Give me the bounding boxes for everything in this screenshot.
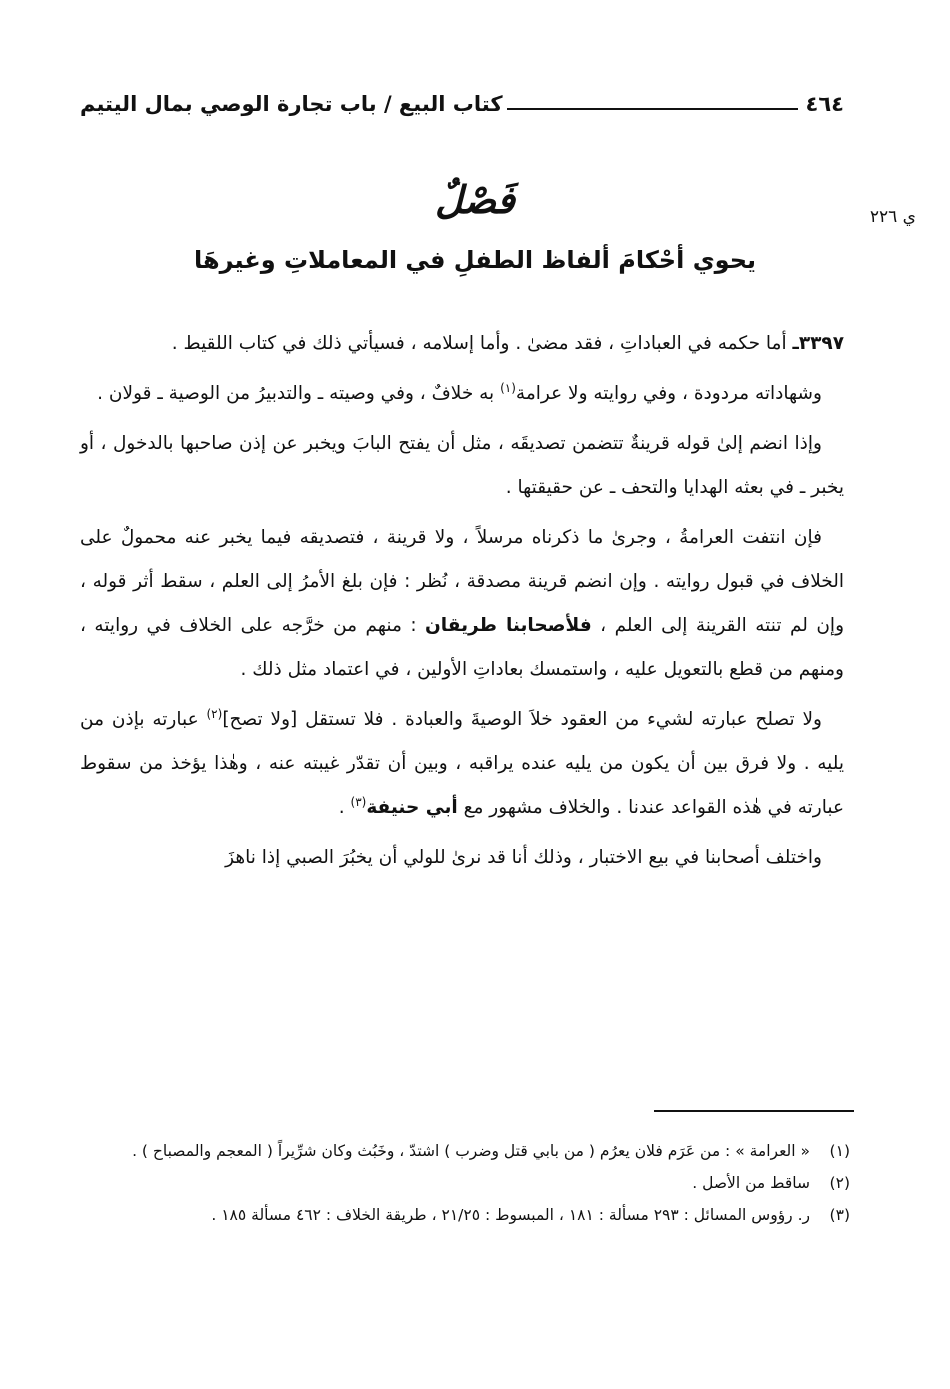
paragraph-text: ولا تصلح عبارته لشيء من العقود خلاَ الوصيةَ والعبادة . فلا تستقل [ولا تصح] [222,709,822,730]
section-heading: فَصْلٌ [435,177,515,222]
footnote-text: ر. رؤوس المسائل : ٢٩٣ مسألة : ١٨١ ، المبسوط : ٢١/٢٥ ، طريقة الخلاف : ٤٦٢ مسألة ١٨٥ . [211,1206,810,1224]
footnote-number: (١) [829,1142,850,1160]
section-subtitle: يحوي أحْكامَ ألفاظ الطفلِ في المعاملاتِ وغيرهَا [193,246,757,274]
main-text [80,322,844,886]
paragraph-text: : منهم من خرَّجه على الخلاف في روايته ، ومنهم من قطع بالتعويل عليه ، واستمسك بعاداتِ الأولين ، في اعتماد مثل ذلك . [80,615,844,680]
bold-phrase: فلأصحابنا طريقان [425,615,592,636]
paragraph-text: عبارته بإذن من يليه . ولا فرق بين أن يكون من يليه عنده يراقبه ، وبين أن تقدّر غيبته عنه ، وهٰذا يؤخذ من سقوط عبارته في هٰذه القواعد عندنا . والخلاف مشهور مع [80,709,844,818]
paragraph-text: وإذا انضم إلىٰ قوله قرينةٌ تتضمن تصديقَه ، مثل أن يفتح البابَ ويخبر عن إذن صاحبها بالدخول ، أو يخبر ـ في بعثه الهدايا والتحف ـ عن حقيقتها . [80,433,844,498]
paragraph [80,372,844,416]
paragraph-text: به خلافٌ ، وفي وصيته ـ والتدبيرُ من الوصية ـ قولان . [97,383,501,404]
paragraph [80,322,844,366]
paragraph [80,516,844,692]
footnote-rule [654,1110,854,1112]
paragraph [80,422,844,510]
footnote-number: (٣) [829,1206,850,1224]
running-header [80,84,844,124]
paragraph-text: واختلف أصحابنا في بيع الاختبار ، وذلك أنا قد نرىٰ للولي أن يخبُرَ الصبي إذا ناهزَ [225,847,822,868]
paragraph-text: فإن انتفت العرامةُ ، وجرىٰ ما ذكرناه مرسلاً ، ولا قرينة ، فتصديقه فيما يخبر عنه محمولٌ على الخلاف في قبول روايته . وإن انضم قرينة مصدقة ، نُظر : فإن بلغ الأمرُ إلى العلم ، سقط أثر قوله ، وإن لم تنته القرينة إلى العلم ، [80,527,844,636]
paragraph [80,698,844,830]
paragraph-text: . [338,797,351,818]
footnote-marker[interactable]: (٢) [206,706,223,721]
footnote-number: (٢) [829,1174,850,1192]
page-number: ٤٦٤ [805,92,844,116]
paragraph-number: ٣٣٩٧ـ [792,333,844,354]
footnote [80,1200,850,1230]
footnote [80,1136,850,1166]
footnote [80,1168,850,1198]
paragraph-text: وشهاداته مردودة ، وفي روايته ولا عرامة [515,383,822,404]
bold-phrase: أبي حنيفة [366,797,458,818]
paragraph-text: أما حكمه في العباداتِ ، فقد مضىٰ . وأما إسلامه ، فسيأتي ذلك في كتاب اللقيط . [171,333,787,354]
margin-reference: ي ٢٢٦ [869,207,916,227]
footnote-text: « العرامة » : من عَرَم فلان يعرُم ( من بابي قتل وضرب ) اشتدّ ، وخَبُث وكان شرِّيراً ( المعجم والمصباح ) . [132,1142,810,1160]
footnote-marker[interactable]: (٣) [350,794,367,809]
paragraph [80,836,844,880]
footnote-marker[interactable]: (١) [500,380,516,395]
footnotes [80,1136,850,1232]
header-rule [507,108,798,110]
footnote-text: ساقط من الأصل . [692,1174,810,1192]
header-title: كتاب البيع / باب تجارة الوصي بمال اليتيم [80,92,503,116]
